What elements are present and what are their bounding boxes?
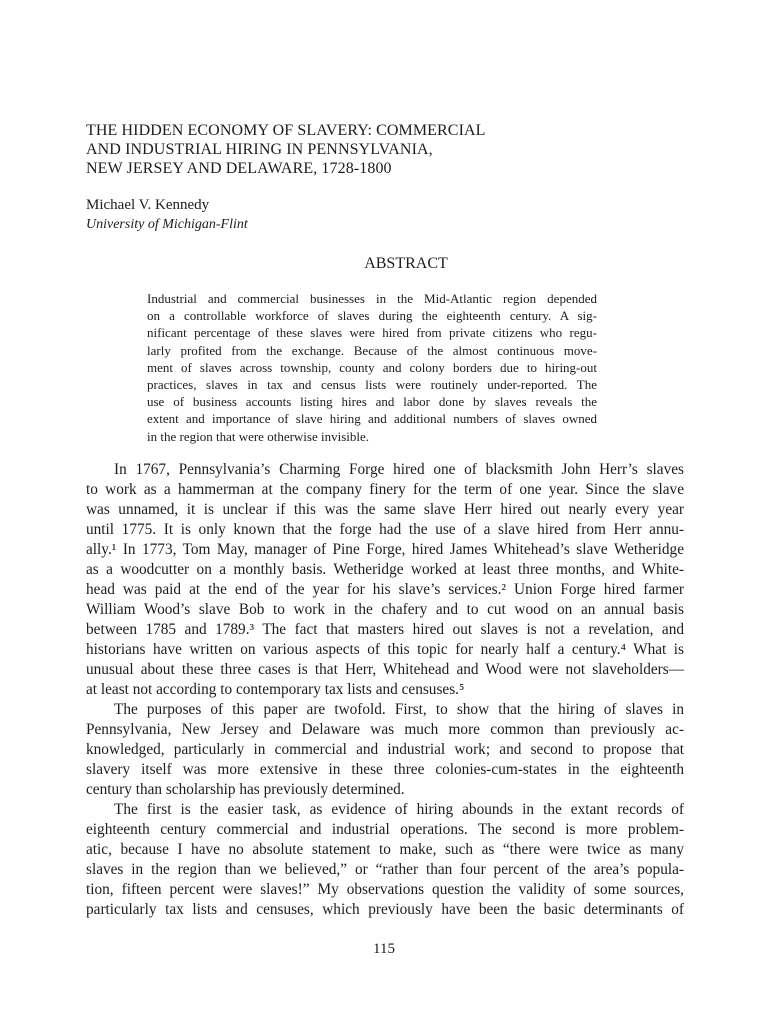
body-line: was unnamed, it is unclear if this was the same slave Herr hired out nearly every year xyxy=(86,501,684,518)
body-line: The purposes of this paper are twofold. First, to show that the hiring of slaves in xyxy=(114,701,684,718)
abstract-line: ment of slaves across township, county and colony borders due to hiring-out xyxy=(147,359,597,375)
abstract-line: larly profited from the exchange. Because of the almost continuous move- xyxy=(147,342,597,358)
abstract-line: use of business accounts listing hires and labor done by slaves reveals the xyxy=(147,394,597,410)
page-number: 115 xyxy=(373,941,395,957)
title-line-3: NEW JERSEY AND DELAWARE, 1728-1800 xyxy=(86,160,392,177)
body-line: until 1775. It is only known that the forge had the use of a slave hired from Herr annu- xyxy=(86,521,684,538)
abstract-line: nificant percentage of these slaves were hired from private citizens who regu- xyxy=(147,325,597,341)
body-line: knowledged, particularly in commercial and industrial work; and second to propose that xyxy=(86,741,684,758)
article-body xyxy=(86,460,684,920)
body-line: at least not according to contemporary tax lists and censuses.⁵ xyxy=(86,681,465,698)
body-line: historians have written on various aspects of this topic for nearly half a century.⁴ What is xyxy=(86,641,684,658)
body-line: Pennsylvania, New Jersey and Delaware was much more common than previously ac- xyxy=(86,721,684,738)
body-line: slaves in the region than we believed,” or “rather than four percent of the area’s popula- xyxy=(86,861,684,878)
article-title xyxy=(86,121,686,178)
body-line: between 1785 and 1789.³ The fact that masters hired out slaves is not a revelation, and xyxy=(86,621,684,638)
body-line: slavery itself was more extensive in these three colonies-cum-states in the eighteenth xyxy=(86,761,684,778)
body-line: as a woodcutter on a monthly basis. Wetheridge worked at least three months, and White- xyxy=(86,561,684,578)
abstract-line: in the region that were otherwise invisible. xyxy=(147,428,370,444)
author-affiliation: University of Michigan-Flint xyxy=(86,217,248,232)
abstract-heading: ABSTRACT xyxy=(364,255,448,272)
body-line: William Wood’s slave Bob to work in the chafery and to cut wood on an annual basis xyxy=(86,601,684,618)
title-line-1: THE HIDDEN ECONOMY OF SLAVERY: COMMERCIAL xyxy=(86,122,486,139)
body-line: head was paid at the end of the year for his slave’s services.² Union Forge hired farmer xyxy=(86,581,684,598)
author-block xyxy=(86,196,248,234)
body-line: century than scholarship has previously determined. xyxy=(86,781,405,798)
abstract-body xyxy=(147,290,597,445)
body-line: particularly tax lists and censuses, which previously have been the basic determinants of xyxy=(86,901,684,918)
abstract-line: practices, slaves in tax and census lists were routinely under-reported. The xyxy=(147,377,597,393)
body-line: atic, because I have no absolute statement to make, such as “there were twice as many xyxy=(86,841,684,858)
body-line: to work as a hammerman at the company finery for the term of one year. Since the slave xyxy=(86,481,684,498)
body-line: eighteenth century commercial and industrial operations. The second is more problem- xyxy=(86,821,684,838)
body-line: tion, fifteen percent were slaves!” My observations question the validity of some sources, xyxy=(86,881,684,898)
body-line: The first is the easier task, as evidence of hiring abounds in the extant records of xyxy=(114,801,684,818)
body-line: In 1767, Pennsylvania’s Charming Forge hired one of blacksmith John Herr’s slaves xyxy=(114,461,684,478)
abstract-line: on a controllable workforce of slaves during the eighteenth century. A sig- xyxy=(147,308,597,324)
title-line-2: AND INDUSTRIAL HIRING IN PENNSYLVANIA, xyxy=(86,141,433,158)
body-line: unusual about these three cases is that Herr, Whitehead and Wood were not slaveholders— xyxy=(86,661,684,678)
author-name: Michael V. Kennedy xyxy=(86,197,210,213)
abstract-line: Industrial and commercial businesses in the Mid-Atlantic region depended xyxy=(147,291,597,306)
body-line: ally.¹ In 1773, Tom May, manager of Pine Forge, hired James Whitehead’s slave Wetheridge xyxy=(86,541,684,558)
abstract-line: extent and importance of slave hiring and additional numbers of slaves owned xyxy=(147,411,597,427)
